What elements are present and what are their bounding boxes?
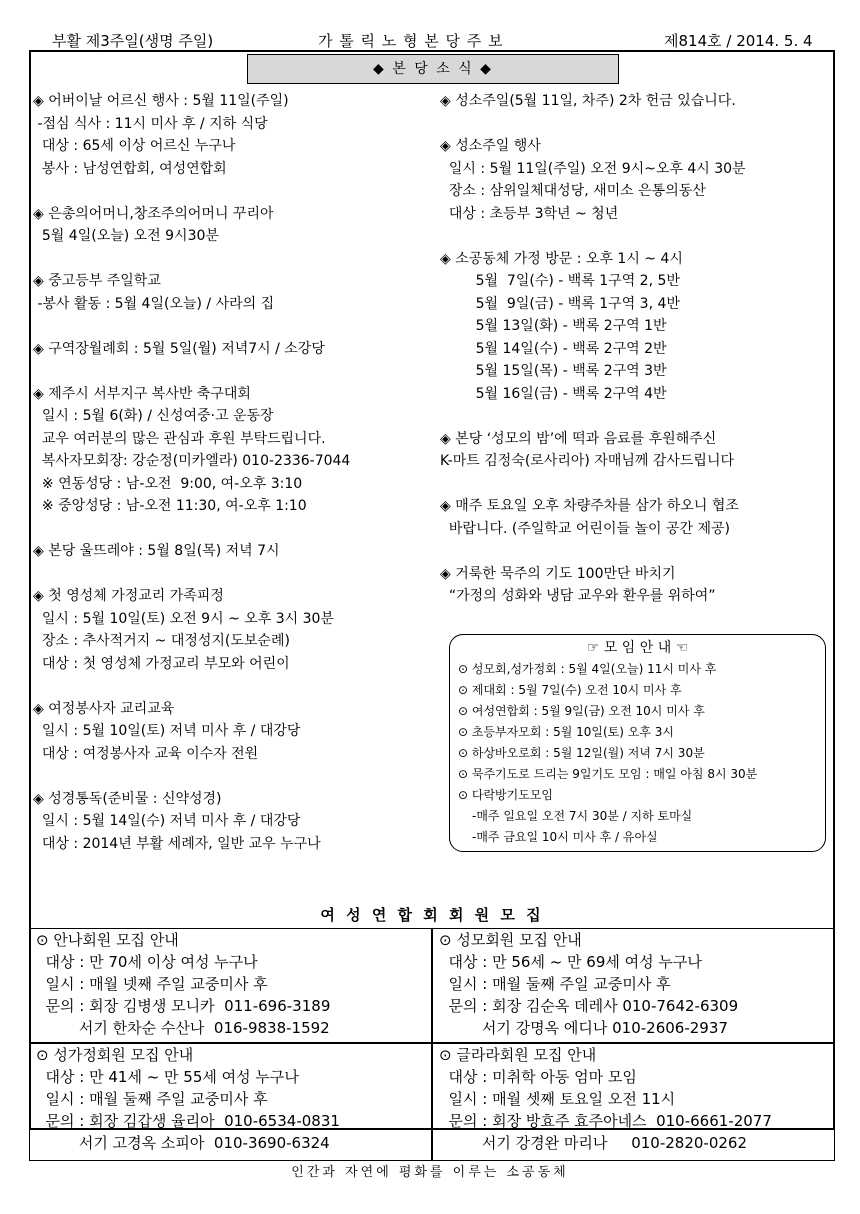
bulletin-header: [0, 30, 860, 50]
recruit-box: [29, 1043, 432, 1161]
text-line: 일시 : 5월 10일(토) 저녁 미사 후 / 대강당: [33, 723, 301, 739]
recruit-line: 문의 : 회장 김병생 모니카 011-696-3189: [36, 997, 331, 1015]
text-line: 5월 9일(금) - 백록 1구역 3, 4반: [440, 295, 680, 312]
meeting-item: ⊙ 여성연합회 : 5월 9일(금) 오전 10시 미사 후: [458, 704, 705, 718]
meeting-item: ⊙ 묵주기도로 드리는 9일기도 모임 : 매일 아침 8시 30분: [458, 767, 758, 781]
text-line: 교우 여러분의 많은 관심과 후원 부탁드립니다.: [33, 430, 326, 447]
text-line: ◈ 은총의어머니,창조주의어머니 꾸리아: [33, 205, 274, 222]
text-line: K-마트 김정숙(로사리아) 자매님께 감사드립니다: [440, 453, 734, 469]
text-line: 대상 : 여정봉사자 교육 이수자 전원: [33, 745, 259, 762]
text-line: 대상 : 첫 영성체 가정교리 부모와 어린이: [33, 655, 290, 672]
spacer: [440, 540, 746, 563]
meeting-item: -매주 금요일 10시 미사 후 / 유아실: [472, 830, 658, 844]
spacer: [33, 518, 350, 541]
spacer: [440, 113, 746, 136]
text-line: -봉사 활동 : 5월 4일(오늘) / 사라의 집: [33, 295, 275, 312]
spacer: [33, 563, 350, 586]
recruit-line: 서기 강경완 마리나 010-2820-0262: [439, 1134, 748, 1152]
meeting-item: ⊙ 다락방기도모임: [458, 788, 554, 802]
text-line: 장소 : 추사적거지 ~ 대정성지(도보순례): [33, 633, 290, 649]
liturgical-day: 부활 제3주일(생명 주일): [52, 32, 214, 50]
right-column: [440, 90, 746, 608]
recruit-heading: ⊙ 성가정회원 모집 안내: [36, 1046, 194, 1064]
recruit-line: 일시 : 매월 둘째 주일 교중미사 후: [36, 1090, 268, 1108]
spacer: [33, 248, 350, 271]
footer-motto: 인간과 자연에 평화를 이루는 소공동체: [291, 1165, 569, 1180]
meeting-item: ⊙ 하상바오로회 : 5월 12일(월) 저녁 7시 30분: [458, 746, 705, 760]
recruit-line: 대상 : 미취학 아동 엄마 모임: [439, 1068, 637, 1086]
text-line: “가정의 성화와 냉담 교우와 환우를 위하여”: [440, 588, 716, 604]
text-line: ◈ 구역장월례회 : 5월 5일(월) 저녁7시 / 소강당: [33, 340, 325, 357]
text-line: 일시 : 5월 11일(주일) 오전 9시~오후 4시 30분: [440, 160, 746, 177]
recruit-heading: ⊙ 안나회원 모집 안내: [36, 931, 179, 949]
text-line: 일시 : 5월 6(화) / 신성여중·고 운동장: [33, 408, 274, 424]
text-line: 봉사 : 남성연합회, 여성연합회: [33, 160, 227, 177]
meetings-box: [449, 634, 826, 852]
text-line: ※ 연동성당 : 남-오전 9:00, 여-오후 3:10: [33, 475, 303, 492]
left-column: [33, 90, 350, 855]
spacer: [440, 225, 746, 248]
spacer: [33, 180, 350, 203]
spacer: [33, 315, 350, 338]
text-line: 대상 : 65세 이상 어르신 누구나: [33, 138, 236, 154]
text-line: ◈ 성소주일(5월 11일, 차주) 2차 헌금 있습니다.: [440, 93, 736, 109]
recruit-box: [29, 928, 432, 1043]
section-banner: ◆ 본 당 소 식 ◆: [247, 54, 619, 84]
text-line: 5월 7일(수) - 백록 1구역 2, 5반: [440, 273, 680, 289]
text-line: 일시 : 5월 14일(수) 저녁 미사 후 / 대강당: [33, 813, 301, 829]
recruit-line: 일시 : 매월 둘째 주일 교중미사 후: [439, 975, 671, 993]
recruit-line: 문의 : 회장 방효주 효주아네스 010-6661-2077: [439, 1112, 772, 1130]
meeting-item: ⊙ 제대회 : 5월 7일(수) 오전 10시 미사 후: [458, 683, 682, 697]
meeting-item: ⊙ 초등부자모회 : 5월 10일(토) 오후 3시: [458, 725, 674, 739]
recruit-line: 서기 강명옥 에디나 010-2606-2937: [439, 1019, 728, 1037]
recruit-line: 대상 : 만 70세 이상 여성 누구나: [36, 953, 258, 971]
recruit-line: 문의 : 회장 김갑생 율리아 010-6534-0831: [36, 1112, 340, 1130]
text-line: 바랍니다. (주일학교 어린이들 놀이 공간 제공): [440, 520, 730, 537]
text-line: ◈ 어버이날 어르신 행사 : 5월 11일(주일): [33, 93, 289, 109]
text-line: ◈ 제주시 서부지구 복사반 축구대회: [33, 385, 251, 402]
text-line: ◈ 성경통독(준비물 : 신약성경): [33, 790, 222, 807]
text-line: 5월 4일(오늘) 오전 9시30분: [33, 228, 219, 244]
text-line: ◈ 여정봉사자 교리교육: [33, 700, 175, 717]
text-line: ◈ 소공동체 가정 방문 : 오후 1시 ~ 4시: [440, 250, 683, 267]
recruit-heading: ⊙ 성모회원 모집 안내: [439, 931, 582, 949]
text-line: 장소 : 삼위일체대성당, 새미소 은통의동산: [440, 183, 706, 199]
text-line: 5월 14일(수) - 백록 2구역 2반: [440, 340, 667, 357]
recruit-line: 서기 고경옥 소피아 010-3690-6324: [36, 1134, 330, 1152]
text-line: ※ 중앙성당 : 남-오전 11:30, 여-오후 1:10: [33, 498, 307, 514]
text-line: ◈ 중고등부 주일학교: [33, 273, 161, 289]
text-line: ◈ 매주 토요일 오후 차량주차를 삼가 하오니 협조: [440, 498, 739, 514]
meetings-title: ☞ 모 임 안 내 ☜: [586, 640, 689, 656]
text-line: ◈ 거룩한 묵주의 기도 100만단 바치기: [440, 565, 676, 582]
text-line: 복사자모회장: 강순정(미카엘라) 010-2336-7044: [33, 453, 351, 469]
recruit-line: 문의 : 회장 김순옥 데레사 010-7642-6309: [439, 997, 739, 1015]
meeting-item: ⊙ 성모회,성가정회 : 5월 4일(오늘) 11시 미사 후: [458, 662, 717, 676]
recruit-box: [432, 928, 835, 1043]
recruit-heading: ⊙ 글라라회원 모집 안내: [439, 1046, 597, 1064]
text-line: 대상 : 초등부 3학년 ~ 청년: [440, 205, 619, 222]
text-line: ◈ 성소주일 행사: [440, 138, 541, 154]
text-line: 일시 : 5월 10일(토) 오전 9시 ~ 오후 3시 30분: [33, 610, 334, 627]
spacer: [440, 473, 746, 496]
recruit-line: 대상 : 만 41세 ~ 만 55세 여성 누구나: [36, 1068, 299, 1086]
spacer: [33, 765, 350, 788]
recruit-box: [432, 1043, 835, 1161]
recruit-line: 일시 : 매월 넷째 주일 교중미사 후: [36, 975, 268, 993]
text-line: -점심 식사 : 11시 미사 후 / 지하 식당: [33, 115, 268, 132]
spacer: [33, 360, 350, 383]
recruit-line: 대상 : 만 56세 ~ 만 69세 여성 누구나: [439, 953, 702, 971]
text-line: 5월 13일(화) - 백록 2구역 1반: [440, 318, 667, 334]
text-line: 5월 16일(금) - 백록 2구역 4반: [440, 385, 667, 402]
recruit-line: 서기 한차순 수산나 016-9838-1592: [36, 1019, 330, 1037]
recruit-line: 일시 : 매월 셋째 토요일 오전 11시: [439, 1090, 676, 1108]
spacer: [33, 675, 350, 698]
recruitment-title: 여 성 연 합 회 회 원 모 집: [29, 902, 835, 929]
issue-info: 제814호 / 2014. 5. 4: [664, 32, 813, 50]
bulletin-title: 가 톨 릭 노 형 본 당 주 보: [318, 32, 504, 50]
text-line: 5월 15일(목) - 백록 2구역 3반: [440, 363, 667, 379]
text-line: ◈ 본당 ‘성모의 밤’에 떡과 음료를 후원해주신: [440, 430, 717, 447]
text-line: ◈ 본당 울뜨레야 : 5월 8일(목) 저녁 7시: [33, 543, 280, 559]
spacer: [440, 405, 746, 428]
text-line: ◈ 첫 영성체 가정교리 가족피정: [33, 588, 224, 604]
meeting-item: -매주 일요일 오전 7시 30분 / 지하 토마실: [472, 809, 693, 823]
text-line: 대상 : 2014년 부활 세례자, 일반 교우 누구나: [33, 835, 321, 852]
